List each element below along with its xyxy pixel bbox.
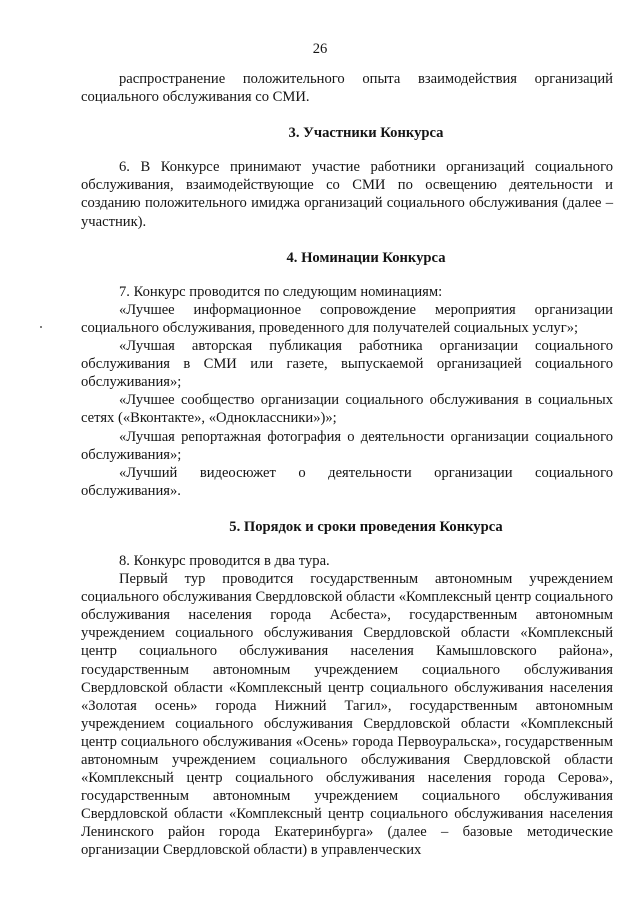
section-5-intro: 8. Конкурс проводится в два тура. [119,552,330,569]
document-body [81,70,613,860]
page-number: 26 [312,41,328,57]
nomination-item: «Лучший видеосюжет о деятельности организации социального обслуживания». [81,464,613,499]
scan-mark [40,326,42,328]
section-3-paragraph: 6. В Конкурсе принимают участие работники организаций социального обслуживания, взаимодействующие со СМИ по освещению деятельности и созданию положительного имиджа организаций социального обслуживания (далее – участник). [81,159,613,230]
section-3-heading: 3. Участники Конкурса [288,125,444,142]
section-4-intro: 7. Конкурс проводится по следующим номинациям: [119,283,443,300]
section-5-paragraph: Первый тур проводится государственным автономным учреждением социального обслуживания Свердловской области «Комплексный центр социального обслуживания населения города Асбеста», государственным автономным учреждением социального обслуживания Свердловской области «Комплексный центр социального обслуживания населения Камышловского района», государственным автономным учреждением социального обслуживания Свердловской области «Комплексный центр социального обслуживания населения «Золотая осень» города Нижний Тагил», государственным автономным учреждением социального обслуживания Свердловской области «Комплексный центр социального обслуживания «Осень» города Первоуральска», государственным автономным учреждением социального обслуживания Свердловской области «Комплексный центр социального обслуживания населения города Серова», государственным автономным учреждением социального обслуживания Свердловской области «Комплексный центр социального обслуживания населения Ленинского район города Екатеринбурга» (далее – базовые методические организации Свердловской области) в управленческих [81,571,613,859]
nomination-item: «Лучшая авторская публикация работника организации социального обслуживания в СМИ или газете, выпускаемой организацией социального обслуживания»; [81,338,613,391]
nomination-item: «Лучшее информационное сопровождение мероприятия организации социального обслуживания, проведенного для получателей социальных услуг»; [81,301,613,336]
section-5-heading: 5. Порядок и сроки проведения Конкурса [229,518,503,535]
section-4-heading: 4. Номинации Конкурса [286,249,446,266]
nomination-item: «Лучшая репортажная фотография о деятельности организации социального обслуживания»; [81,428,613,463]
nomination-item: «Лучшее сообщество организации социального обслуживания в социальных сетях («Вконтакте», «Одноклассники»)»; [81,392,613,427]
intro-paragraph: распространение положительного опыта взаимодействия организаций социального обслуживания со СМИ. [81,71,613,106]
